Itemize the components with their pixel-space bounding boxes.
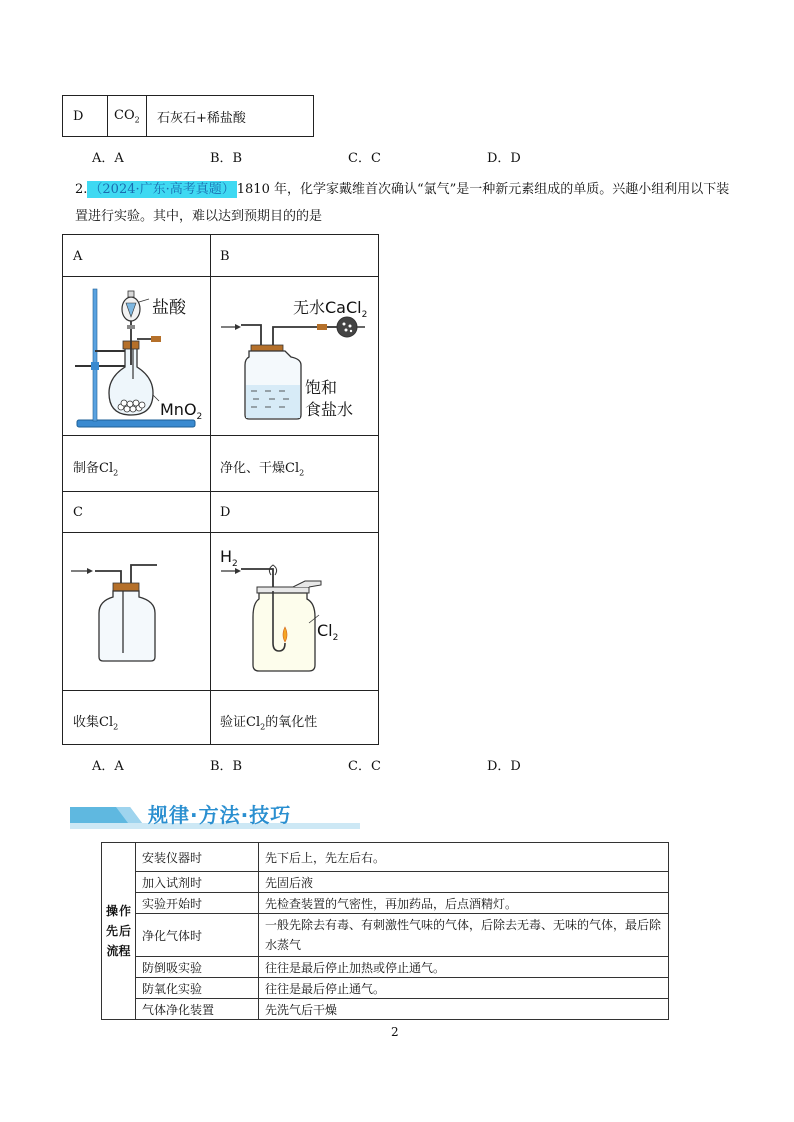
- cl2-label: $Cl_2$: [317, 621, 339, 644]
- reagent-table-row-d: [62, 95, 314, 137]
- option-c[interactable]: C．C: [348, 759, 381, 774]
- collection-bottle-diagram: [67, 535, 207, 687]
- question-number: 2.: [75, 182, 88, 197]
- rule-text: 往往是最后停止通气。: [259, 978, 669, 999]
- rule-text: 往往是最后停止加热或停止通气。: [259, 957, 669, 978]
- rule-step: 气体净化装置: [136, 999, 259, 1020]
- liquid-label-2: 食盐水: [305, 400, 354, 419]
- cell-label-c: C: [73, 505, 83, 520]
- option-c[interactable]: C．C: [348, 151, 381, 166]
- liquid-label-1: 饱和: [305, 378, 338, 397]
- dryer-label: 无水CaCl$_2$: [293, 298, 368, 321]
- cell-label-d: D: [220, 505, 231, 520]
- reagent-cell: 石灰石+稀盐酸: [147, 96, 314, 137]
- rule-text: 先洗气后干燥: [259, 999, 669, 1020]
- apparatus-grid: [62, 234, 379, 745]
- h2-label: $H_2$: [220, 547, 238, 570]
- rule-step: 防氧化实验: [136, 978, 259, 999]
- rule-step: 净化气体时: [136, 914, 259, 957]
- option-b[interactable]: B．B: [210, 151, 243, 166]
- cell-label-b: B: [220, 249, 230, 264]
- rule-step: 实验开始时: [136, 893, 259, 914]
- rule-text: 先固后液: [259, 872, 669, 893]
- solid-label: MnO$_2$: [160, 400, 203, 423]
- rule-text: 一般先除去有毒、有刺激性气味的气体，后除去无毒、无味的气体，最后除水蒸气: [259, 914, 669, 957]
- row-label: D: [63, 96, 108, 137]
- caption-d: 验证$Cl_2$的氧化性: [220, 715, 318, 732]
- rule-step: 安装仪器时: [136, 843, 259, 872]
- gas-cell: $CO_2$: [108, 96, 147, 137]
- option-d[interactable]: D．D: [487, 151, 521, 166]
- question-2: [75, 176, 735, 230]
- rules-table: [101, 842, 669, 1020]
- rule-step: 防倒吸实验: [136, 957, 259, 978]
- caption-a: 制备$Cl_2$: [73, 461, 119, 478]
- rule-step: 加入试剂时: [136, 872, 259, 893]
- page-number: 2: [391, 1025, 399, 1039]
- rule-text: 先下后上，先左后右。: [259, 843, 669, 872]
- option-a[interactable]: A．A: [92, 759, 124, 774]
- caption-c: 收集$Cl_2$: [73, 715, 119, 732]
- option-a[interactable]: A．A: [92, 151, 124, 166]
- question-source-tag: （2024·广东·高考真题）: [89, 182, 235, 197]
- section-title: 规律·方法·技巧: [148, 803, 292, 827]
- rules-header-cell: 操 作 先 后 流程: [102, 843, 136, 1020]
- option-b[interactable]: B．B: [210, 759, 243, 774]
- question-text: 1810 年，化学家戴维首次确认“氯气”是一种新元素组成的单质。兴趣小组利用以下装置进行实验。其中，难以达到预期目的的是: [75, 182, 730, 224]
- option-d[interactable]: D．D: [487, 759, 521, 774]
- caption-b: 净化、干燥$Cl_2$: [220, 461, 305, 478]
- rule-text: 先检查装置的气密性，再加药品，后点酒精灯。: [259, 893, 669, 914]
- acid-label: 盐酸: [152, 298, 186, 318]
- cell-label-a: A: [73, 249, 83, 264]
